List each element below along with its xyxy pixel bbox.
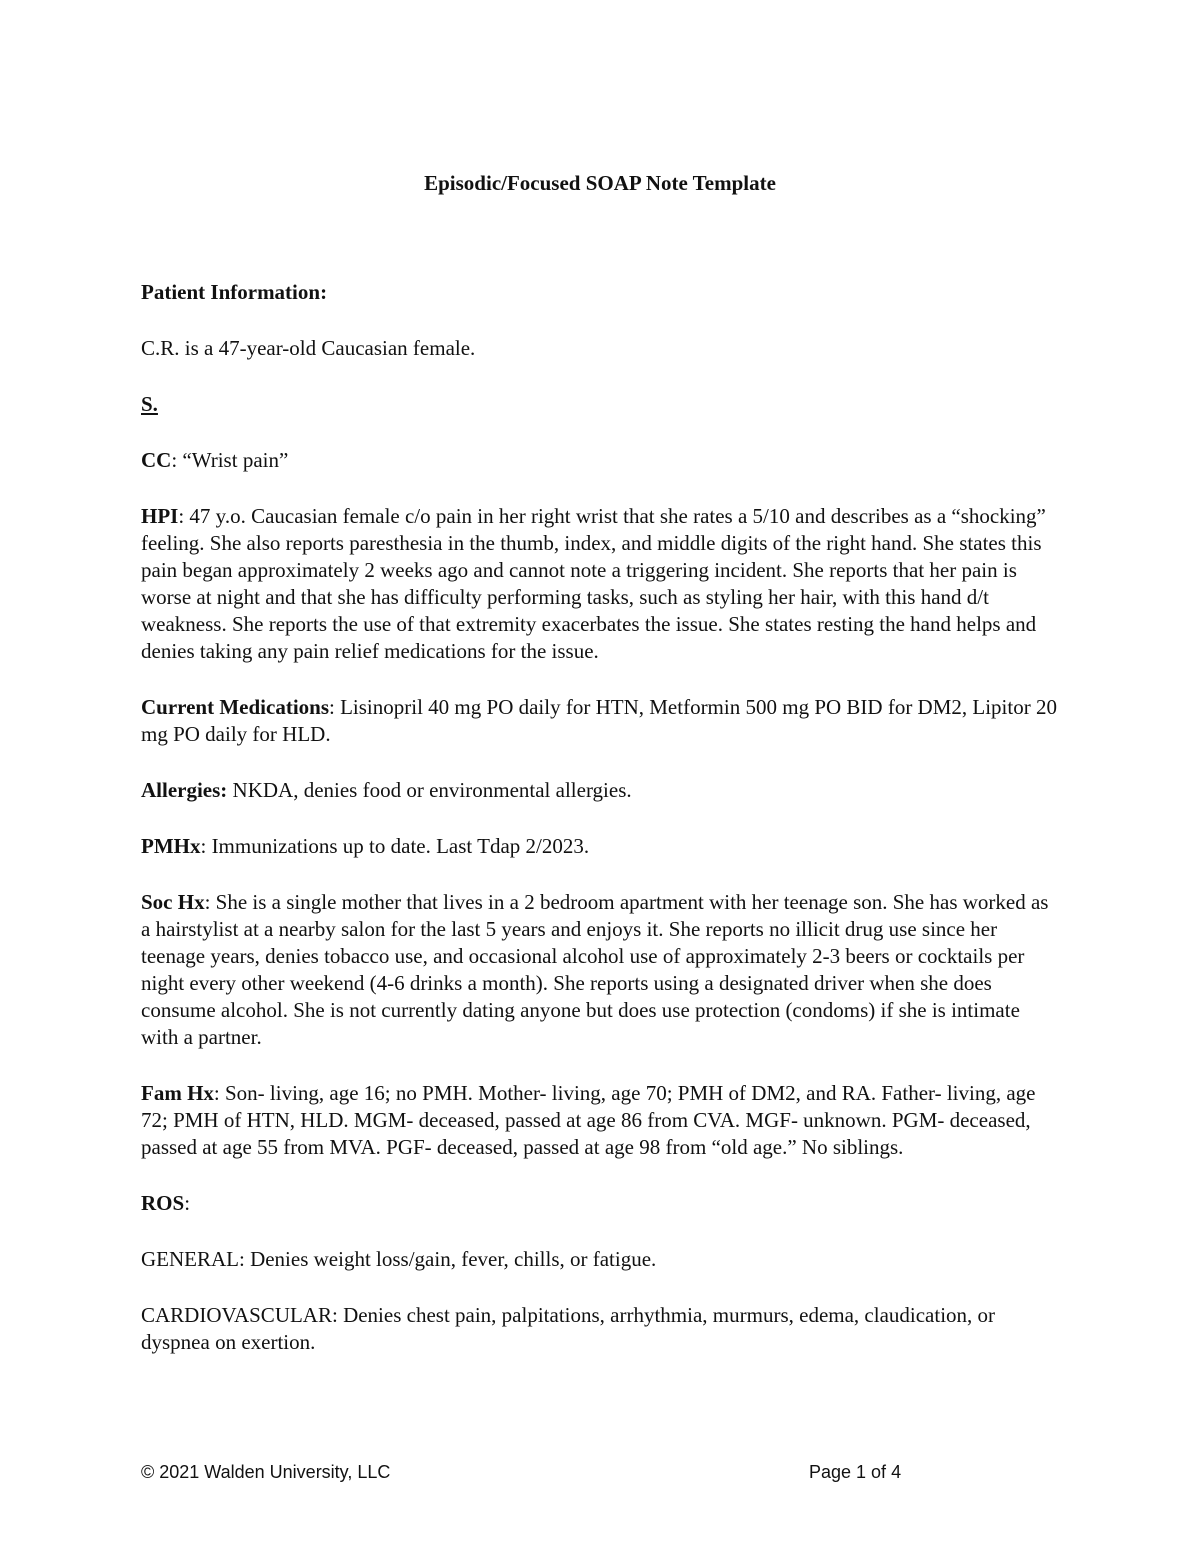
ros-general: GENERAL: Denies weight loss/gain, fever, chills, or fatigue. [141,1247,657,1271]
medications-label: Current Medications [141,695,330,719]
ros-label: ROS [141,1191,185,1215]
soc-hx-label: Soc Hx [141,890,205,914]
pmhx-text: : Immunizations up to date. Last Tdap 2/2023. [200,834,590,858]
document-title: Episodic/Focused SOAP Note Template [424,171,776,195]
patient-info-heading: Patient Information: [141,280,328,304]
subjective-heading: S. [141,392,158,416]
allergies-text: NKDA, denies food or environmental allergies. [227,778,632,802]
pmhx-paragraph [141,833,1061,860]
fam-hx-label: Fam Hx [141,1081,214,1105]
allergies-label: Allergies: [141,778,228,802]
footer-page-number: Page 1 of 4 [809,1462,902,1482]
soc-hx-paragraph [141,889,1061,1051]
chief-complaint [141,447,1061,474]
footer-copyright: © 2021 Walden University, LLC [141,1462,391,1482]
hpi-paragraph [141,503,1061,665]
allergies-paragraph [141,777,1061,804]
ros-cardiovascular: CARDIOVASCULAR: Denies chest pain, palpitations, arrhythmia, murmurs, edema, claudication, or dyspnea on exertion. [141,1303,996,1354]
fam-hx-text: : Son- living, age 16; no PMH. Mother- living, age 70; PMH of DM2, and RA. Father- living, age 72; PMH of HTN, HLD. MGM- deceased, passed at age 86 from CVA. MGF- unknown. PGM- deceased, passed at age 55 from MVA. PGF- deceased, passed at age 98 from “old age.” No siblings. [141,1081,1036,1159]
document-body [141,279,1061,1385]
hpi-text: : 47 y.o. Caucasian female c/o pain in her right wrist that she rates a 5/10 and describes as a “shocking” feeling. She also reports paresthesia in the thumb, index, and middle digits of the right hand. She states this pain began approximately 2 weeks ago and cannot note a triggering incident. She reports that her pain is worse at night and that she has difficulty performing tasks, such as styling her hair, with this hand d/t weakness. She reports the use of that extremity exacerbates the issue. She states resting the hand helps and denies taking any pain relief medications for the issue. [141,504,1046,663]
fam-hx-paragraph [141,1080,1061,1161]
patient-info-text: C.R. is a 47-year-old Caucasian female. [141,336,476,360]
medications-paragraph [141,694,1061,748]
cc-text: : “Wrist pain” [171,448,289,472]
ros-colon: : [184,1191,191,1215]
cc-label: CC [141,448,172,472]
ros-heading [141,1190,1061,1217]
hpi-label: HPI [141,504,179,528]
pmhx-label: PMHx [141,834,201,858]
medications-text: : Lisinopril 40 mg PO daily for HTN, Metformin 500 mg PO BID for DM2, Lipitor 20 mg PO daily for HLD. [141,695,1057,746]
soc-hx-text: : She is a single mother that lives in a 2 bedroom apartment with her teenage son. She has worked as a hairstylist at a nearby salon for the last 5 years and enjoys it. She reports no illicit drug use since her teenage years, denies tobacco use, and occasional alcohol use of approximately 2-3 beers or cocktails per night every other weekend (4-6 drinks a month). She reports using a designated driver when she does consume alcohol. She is not currently dating anyone but does use protection (condoms) if she is intimate with a partner. [141,890,1049,1049]
